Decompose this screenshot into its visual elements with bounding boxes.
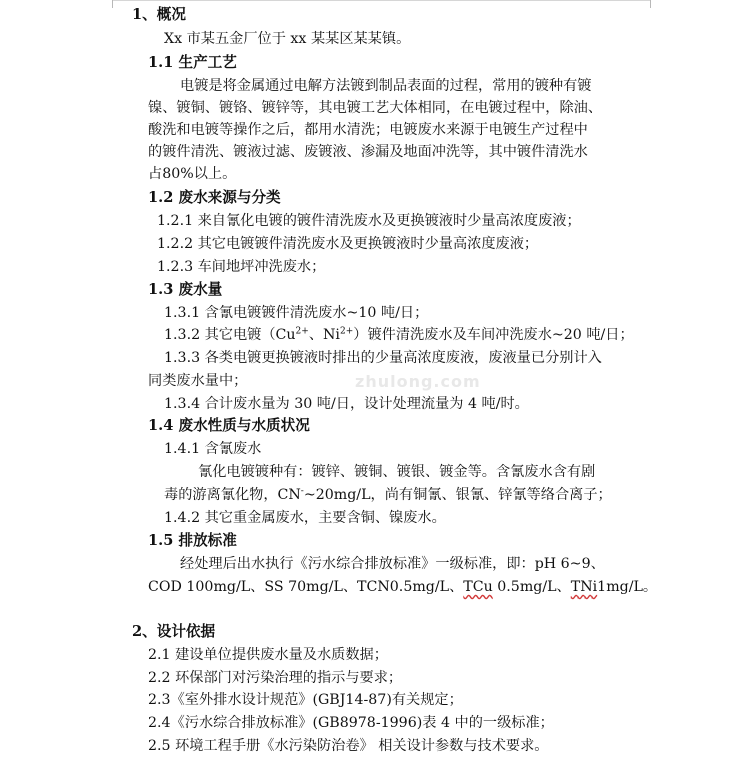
section-2-heading: 2、设计依据 <box>132 623 216 640</box>
standards-text: 1mg/L。 <box>597 579 658 595</box>
superscript: - <box>300 486 304 497</box>
section-1-intro: Xx 市某五金厂位于 xx 某某区某某镇。 <box>164 31 411 47</box>
paragraph-line: 镍、镀铜、镀铬、镀锌等，其电镀工艺大体相同，在电镀过程中，除油、 <box>148 100 603 116</box>
spellcheck-flag: TCu <box>463 579 493 595</box>
list-item: 1.2.2 其它电镀镀件清洗废水及更换镀液时少量高浓度废液； <box>157 236 539 252</box>
paragraph-line: 氰化电镀镀种有：镀锌、镀铜、镀银、镀金等。含氰废水含有剧 <box>198 464 596 480</box>
paragraph-line: 占80%以上。 <box>148 166 237 182</box>
ion-text: 、Ni <box>308 327 340 343</box>
paragraph-line: 电镀是将金属通过电解方法镀到制品表面的过程，常用的镀种有镀 <box>180 78 592 94</box>
list-item: 1.4.1 含氰废水 <box>164 441 262 457</box>
subsection-1-1-heading: 1.1 生产工艺 <box>148 54 237 71</box>
list-item: 2.2 环保部门对污染治理的指示与要求； <box>148 670 403 686</box>
ion-text: 1.3.2 其它电镀（Cu <box>164 327 296 343</box>
list-item: 2.4《污水综合排放标准》(GB8978-1996)表 4 中的一级标准； <box>148 715 554 731</box>
page-top-border <box>112 0 650 1</box>
watermark: zhulong.com <box>355 372 481 391</box>
list-item: 1.4.2 其它重金属废水，主要含铜、镍废水。 <box>164 510 446 526</box>
superscript: 2+ <box>339 326 354 337</box>
subsection-1-4-heading: 1.4 废水性质与水质状况 <box>148 417 310 434</box>
standards-line <box>148 577 657 597</box>
paragraph-line: 的镀件清洗、镀液过滤、废镀液、渗漏及地面冲洗等，其中镀件清洗水 <box>148 144 588 160</box>
standards-text: COD 100mg/L、SS 70mg/L、TCN0.5mg/L、 <box>148 579 464 595</box>
ion-text: 毒的游离氰化物，CN <box>164 487 301 503</box>
list-item: 1.3.4 合计废水量为 30 吨/日，设计处理流量为 4 吨/时。 <box>164 396 529 412</box>
paragraph-line-with-ion <box>164 485 612 505</box>
section-1-heading: 1、概况 <box>132 6 186 23</box>
subsection-1-3-heading: 1.3 废水量 <box>148 281 223 298</box>
list-item: 2.1 建设单位提供废水量及水质数据； <box>148 647 388 663</box>
subsection-1-2-heading: 1.2 废水来源与分类 <box>148 189 281 206</box>
list-item: 1.2.1 来自氰化电镀的镀件清洗废水及更换镀液时少量高浓度废液； <box>157 213 581 229</box>
ion-text: ~20mg/L，尚有铜氰、银氰、锌氰等络合离子； <box>303 487 612 503</box>
list-item: 1.3.3 各类电镀更换镀液时排出的少量高浓度废液，废液量已分别计入 <box>164 350 602 366</box>
list-item: 1.3.1 含氰电镀镀件清洗废水~10 吨/日； <box>164 305 429 321</box>
paragraph-line: 酸洗和电镀等操作之后，都用水清洗；电镀废水来源于电镀生产过程中 <box>148 122 588 138</box>
list-item-continued: 同类废水量中； <box>148 373 248 389</box>
margin-corner-right <box>650 0 651 8</box>
ion-text: ）镀件清洗废水及车间冲洗废水~20 吨/日； <box>353 327 634 343</box>
list-item: 2.3《室外排水设计规范》(GBJ14-87)有关规定； <box>148 692 463 708</box>
standards-text: 0.5mg/L、 <box>492 579 571 595</box>
list-item: 1.2.3 车间地坪冲洗废水； <box>157 259 326 275</box>
superscript: 2+ <box>295 326 309 337</box>
list-item-with-ions <box>164 325 634 345</box>
margin-corner-left <box>112 0 113 8</box>
list-item: 2.5 环境工程手册《水污染防治卷》 相关设计参数与技术要求。 <box>148 738 549 754</box>
paragraph-line: 经处理后出水执行《污水综合排放标准》一级标准，即：pH 6~9、 <box>180 556 605 572</box>
subsection-1-5-heading: 1.5 排放标准 <box>148 532 237 549</box>
spellcheck-flag: TNi <box>570 579 598 595</box>
